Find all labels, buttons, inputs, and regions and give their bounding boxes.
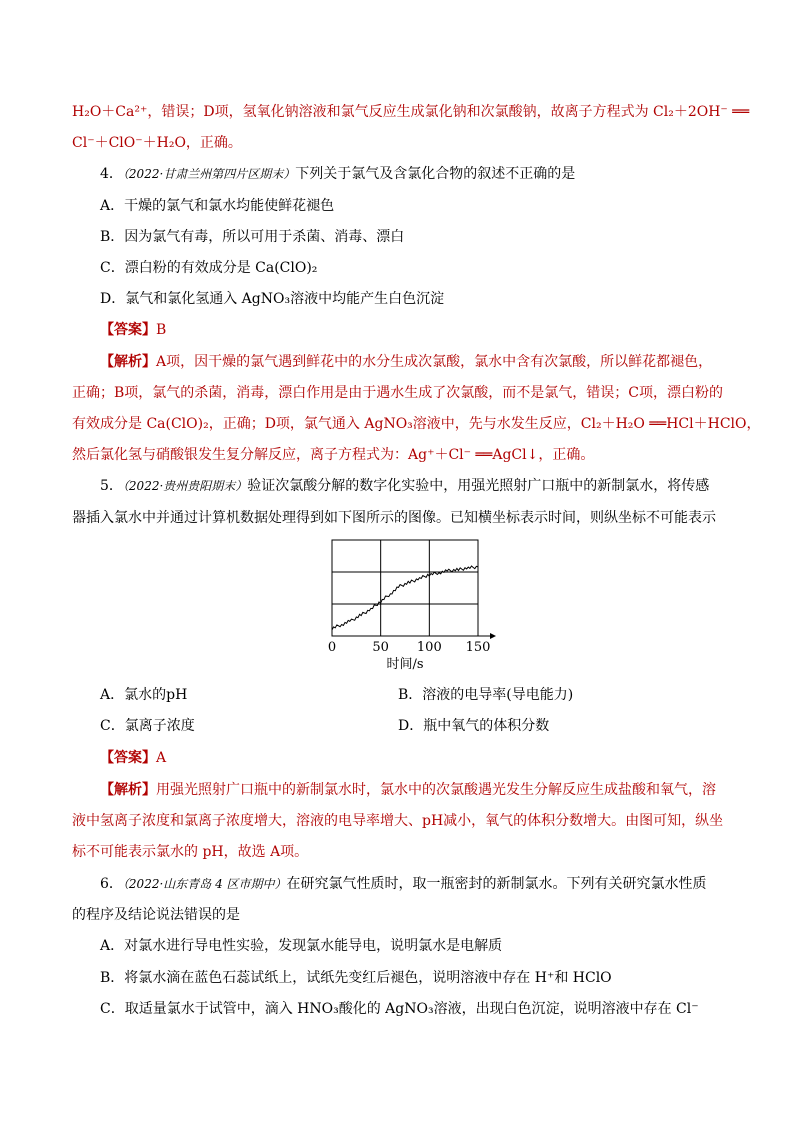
q4-answer-value: B xyxy=(156,322,167,338)
q5-answer xyxy=(100,748,166,768)
q4-analysis-line-4: 然后氯化氢与硝酸银发生复分解反应，离子方程式为：Ag⁺＋Cl⁻ ══AgCl↓，正确。 xyxy=(72,447,595,463)
q4-analysis-line-1 xyxy=(100,352,712,372)
q5-source: （2022·贵州贵阳期末） xyxy=(122,479,248,493)
q4-source: （2022·甘肃兰州第四片区期末） xyxy=(122,167,296,181)
q4-header xyxy=(100,164,575,184)
q5-analysis-text-1: 用强光照射广口瓶中的新制氯水时，氯水中的次氯酸遇光发生分解反应生成盐酸和氧气，溶 xyxy=(156,782,716,798)
q6-option-c: C．取适量氯水于试管中，滴入 HNO₃酸化的 AgNO₃溶液，出现白色沉淀，说明溶液中存在 Cl⁻ xyxy=(100,1001,699,1017)
q4-analysis-line-2: 正确；B项，氯气的杀菌，消毒，漂白作用是由于遇水生成了次氯酸，而不是氯气，错误；C项，漂白粉的 xyxy=(72,385,723,401)
q5-analysis-line-2: 液中氢离子浓度和氯离子浓度增大，溶液的电导率增大、pH减小，氧气的体积分数增大。由图可知，纵坐 xyxy=(72,813,724,829)
q5-option-a: A．氯水的pH xyxy=(100,687,188,703)
q5-analysis-label: 【解析】 xyxy=(100,782,156,798)
q6-source: （2022·山东青岛 4 区市期中） xyxy=(122,877,287,891)
q6-option-b: B．将氯水滴在蓝色石蕊试纸上，试纸先变红后褪色，说明溶液中存在 H⁺和 HClO xyxy=(100,970,612,986)
series-line xyxy=(332,566,478,630)
q4-answer-label: 【答案】 xyxy=(100,322,156,338)
q6-header xyxy=(100,874,707,894)
q5-graph xyxy=(318,530,498,678)
plot-frame xyxy=(332,540,478,636)
x-axis-arrow xyxy=(490,633,496,639)
q6-stem-1: 在研究氯气性质时，取一瓶密封的新制氯水。下列有关研究氯水性质 xyxy=(286,876,707,892)
q4-analysis-label: 【解析】 xyxy=(100,354,156,370)
q5-option-b: B．溶液的电导率(导电能力) xyxy=(398,687,574,703)
q5-header xyxy=(100,476,709,496)
q4-answer xyxy=(100,320,166,340)
q3-tail-line-2: Cl⁻＋ClO⁻＋H₂O，正确。 xyxy=(72,135,242,151)
q5-number: 5． xyxy=(100,478,123,494)
q4-option-d: D．氯气和氯化氢通入 AgNO₃溶液中均能产生白色沉淀 xyxy=(100,291,445,307)
q6-stem-2: 的程序及结论说法错误的是 xyxy=(72,907,240,923)
q4-option-c: C．漂白粉的有效成分是 Ca(ClO)₂ xyxy=(100,260,318,276)
q5-answer-label: 【答案】 xyxy=(100,750,156,766)
q6-number: 6． xyxy=(100,876,123,892)
q5-stem-1: 验证次氯酸分解的数字化实验中，用强光照射广口瓶中的新制氯水，将传感 xyxy=(247,478,710,494)
q4-analysis-line-3: 有效成分是 Ca(ClO)₂，正确；D项，氯气通入 AgNO₃溶液中，先与水发生反应，Cl₂＋H₂O ══HCl＋HClO， xyxy=(72,416,761,432)
q5-analysis-line-1 xyxy=(100,780,716,800)
q4-number: 4． xyxy=(100,166,123,182)
q5-stem-2: 器插入氯水中并通过计算机数据处理得到如下图所示的图像。已知横坐标表示时间，则纵坐标不可能表示 xyxy=(72,510,716,526)
q5-option-c: C．氯离子浓度 xyxy=(100,718,195,734)
x-tick-label: 150 xyxy=(465,640,491,655)
q5-analysis-line-3: 标不可能表示氯水的 pH，故选 A项。 xyxy=(72,844,309,860)
q4-option-b: B．因为氯气有毒，所以可用于杀菌、消毒、漂白 xyxy=(100,229,405,245)
q3-tail-line-1: H₂O＋Ca²⁺，错误；D项，氢氧化钠溶液和氯气反应生成氯化钠和次氯酸钠，故离子方程式为 Cl₂＋2OH⁻ ══ xyxy=(72,104,750,120)
q5-option-d: D．瓶中氧气的体积分数 xyxy=(398,718,550,734)
q6-option-a: A．对氯水进行导电性实验，发现氯水能导电，说明氯水是电解质 xyxy=(100,938,503,954)
x-axis-label: 时间/s xyxy=(386,657,424,672)
q4-analysis-text-1: A项，因干燥的氯气遇到鲜花中的水分生成次氯酸，氯水中含有次氯酸，所以鲜花都褪色， xyxy=(156,354,713,370)
q4-option-a: A．干燥的氯气和氯水均能使鲜花褪色 xyxy=(100,198,335,214)
x-tick-label: 100 xyxy=(416,640,442,655)
x-tick-label: 0 xyxy=(327,640,337,655)
x-tick-label: 50 xyxy=(372,640,389,655)
q4-stem: 下列关于氯气及含氯化合物的叙述不正确的是 xyxy=(295,166,576,182)
q5-answer-value: A xyxy=(156,750,167,766)
